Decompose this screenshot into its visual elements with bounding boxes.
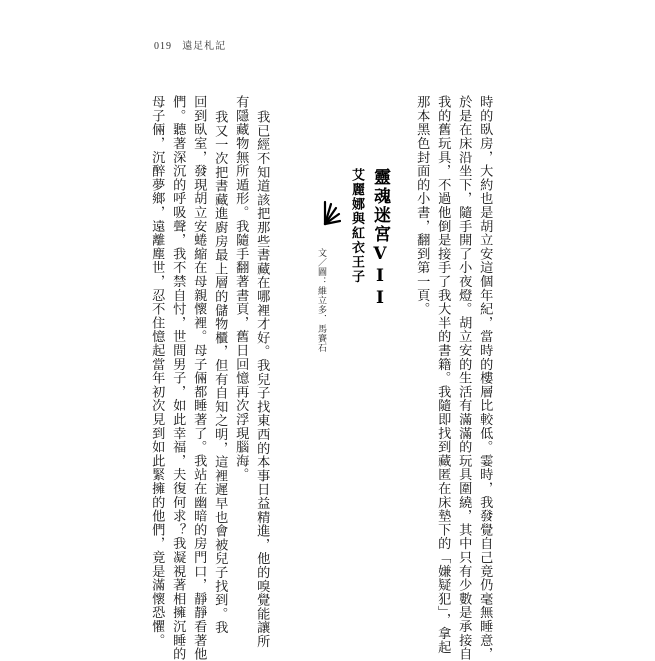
sunburst-ornament-icon <box>323 198 341 226</box>
text-line: 我又一次把書藏進廚房最上層的儲物櫃，但有自知之明，這裡遲早也會被兒子找到。我 <box>212 110 228 635</box>
running-header <box>154 37 226 52</box>
chapter-title: 靈魂迷宮VII <box>370 168 390 310</box>
text-line: 時的臥房，大約也是胡立安這個年紀，當時的樓層比較低。霎時，我發覺自己竟仍毫無睡意， <box>477 95 493 661</box>
text-line: 回到臥室，發現胡立安蜷縮在母親懷裡。母子倆都睡著了。我站在幽暗的房門口，靜靜看著他 <box>191 95 207 661</box>
text-line: 那本黑色封面的小書，翻到第一頁。 <box>414 95 430 316</box>
text-line: 於是在床沿坐下，隨手開了小夜燈。胡立安的生活有滿滿的玩具圍繞，其中只有少數是承接自 <box>456 95 472 661</box>
text-line: 我已經不知道該把那些書藏在哪裡才好。我兒子找東西的本事日益精進，他的嗅覺能讓所 <box>254 110 270 649</box>
section-title: 遠足札記 <box>182 41 227 52</box>
text-line: 有隱藏物無所遁形。我隨手翻著書頁，舊日回憶再次浮現腦海。 <box>233 95 249 482</box>
chapter-subtitle: 艾麗娜與紅衣王子 <box>349 168 364 284</box>
author-credit: 文／圖：維立多．馬賽石 <box>316 248 326 353</box>
text-line: 母子倆，沉醉夢鄉，遠離塵世，忍不住憶起當年初次見到如此緊擁的他們，竟是滿懷恐懼。 <box>149 95 165 647</box>
text-line: 們。聽著深沉的呼吸聲，我不禁自忖，世間男子，如此幸福，夫復何求？我凝視著相擁沉睡的 <box>170 95 186 661</box>
page-number: 019 <box>154 41 172 52</box>
text-line: 我的舊玩具，不過他倒是接手了我大半的書籍。我隨即找到藏匿在床墊下的「嫌疑犯」，拿起 <box>435 95 451 655</box>
